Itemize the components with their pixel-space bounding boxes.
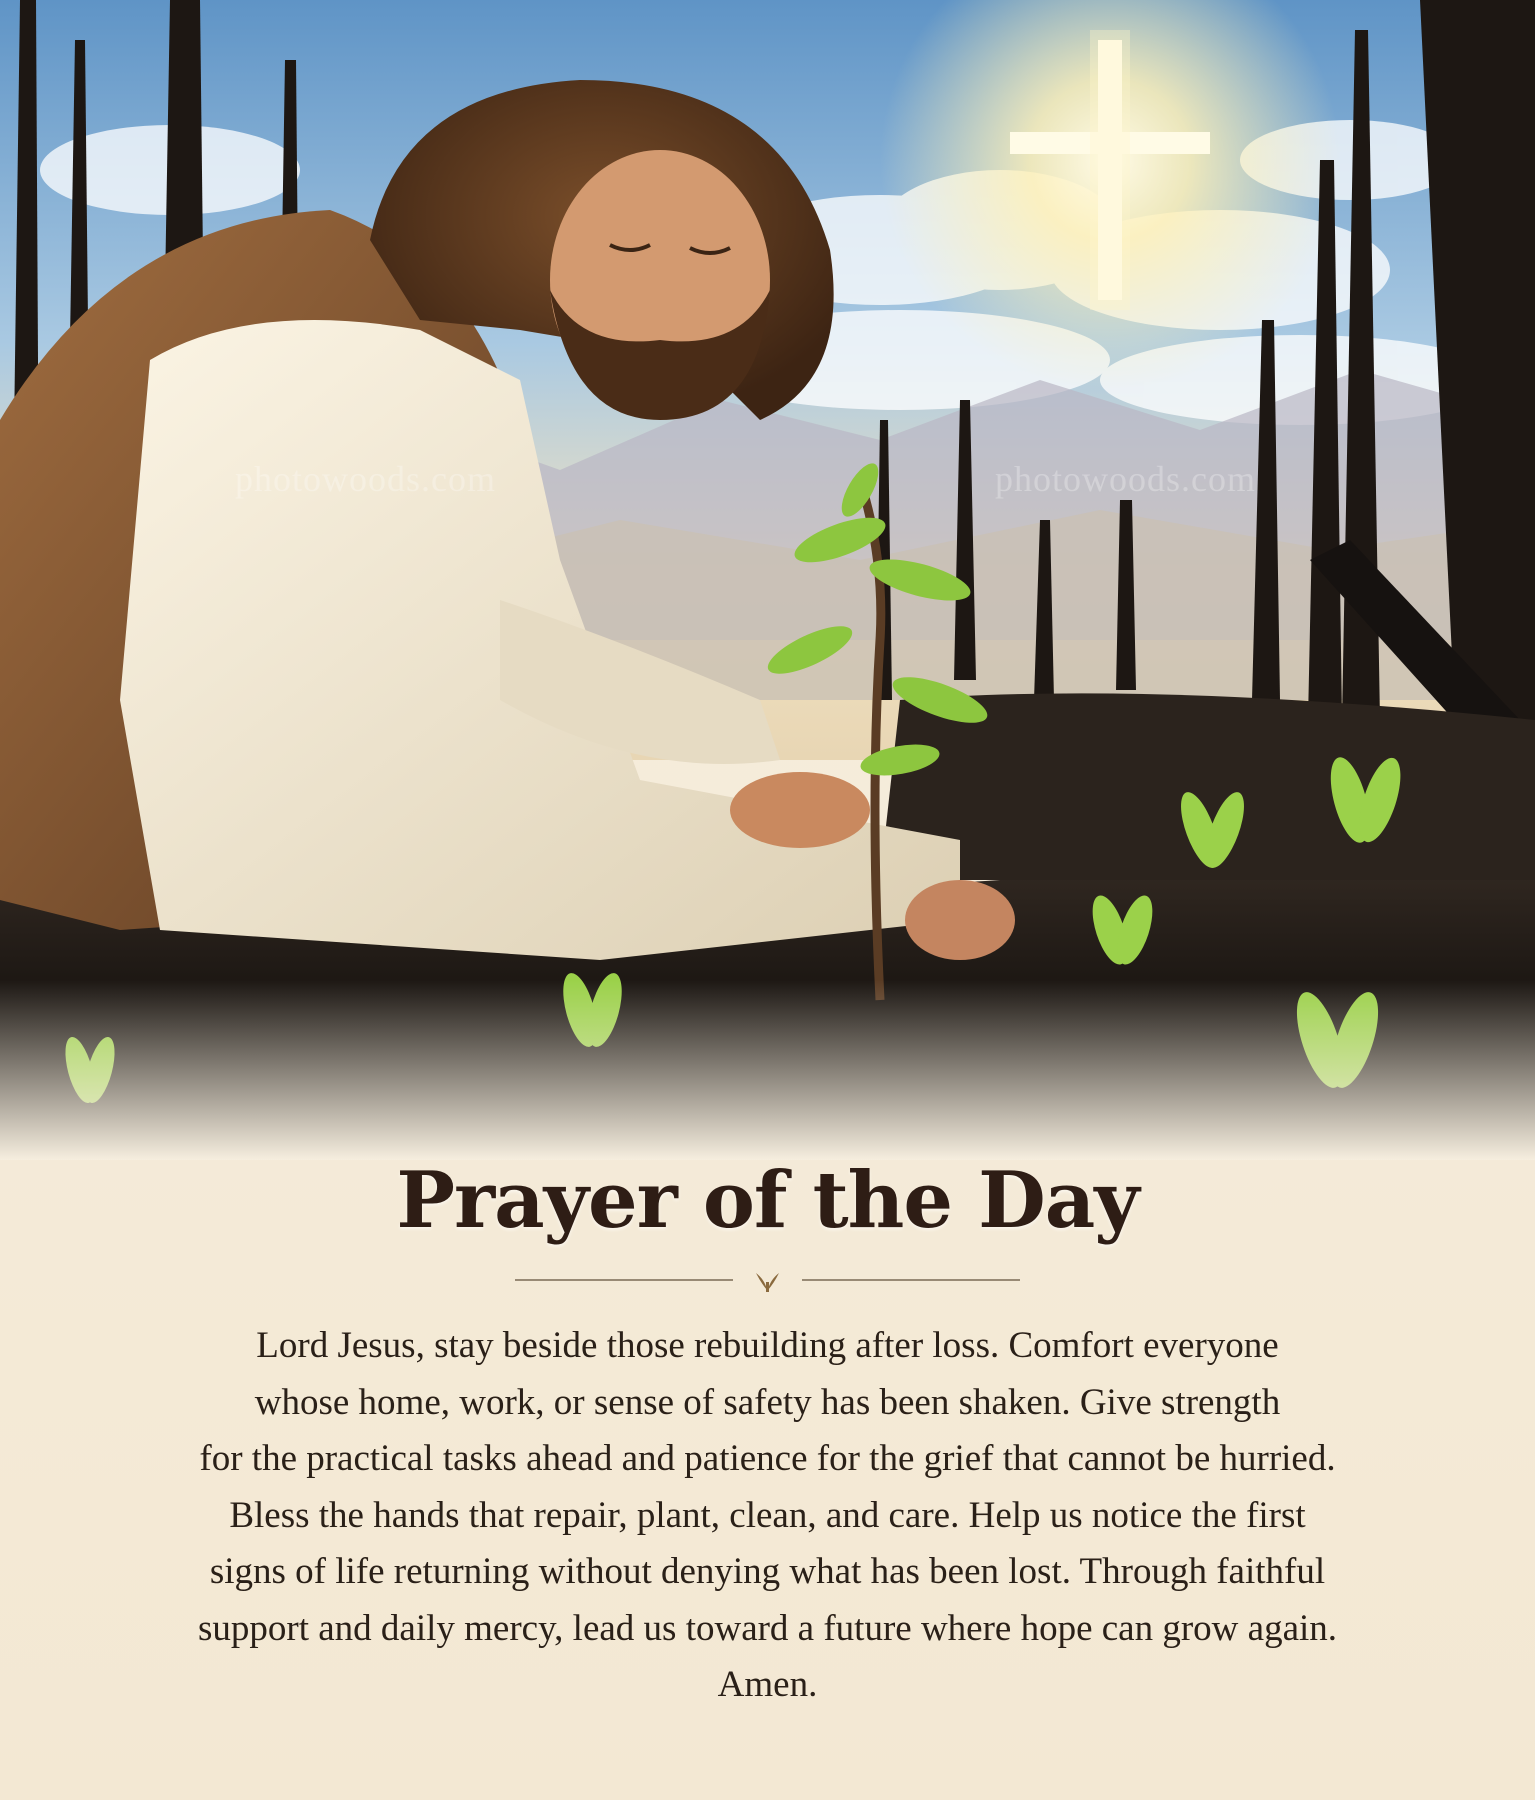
page-title: Prayer of the Day (396, 1155, 1139, 1246)
prayer-line: for the practical tasks ahead and patience for the grief that cannot be hurried. (199, 1438, 1336, 1479)
watermark-right: photowoods.com (995, 459, 1256, 499)
title-divider (515, 1268, 1020, 1292)
prayer-line: whose home, work, or sense of safety has been shaken. Give strength (254, 1381, 1281, 1423)
prayer-line: support and daily mercy, lead us toward a future where hope can grow again. (197, 1607, 1338, 1649)
watermark-left: photowoods.com (235, 459, 496, 499)
prayer-amen: Amen. (717, 1664, 818, 1705)
prayer-line: Lord Jesus, stay beside those rebuilding after loss. Comfort everyone (256, 1325, 1279, 1366)
prayer-line: signs of life returning without denying what has been lost. Through faithful (209, 1551, 1326, 1592)
prayer-text (85, 1318, 1450, 1714)
sprout-icon (756, 1273, 779, 1292)
prayer-line: Bless the hands that repair, plant, clean, and care. Help us notice the first (229, 1494, 1306, 1536)
